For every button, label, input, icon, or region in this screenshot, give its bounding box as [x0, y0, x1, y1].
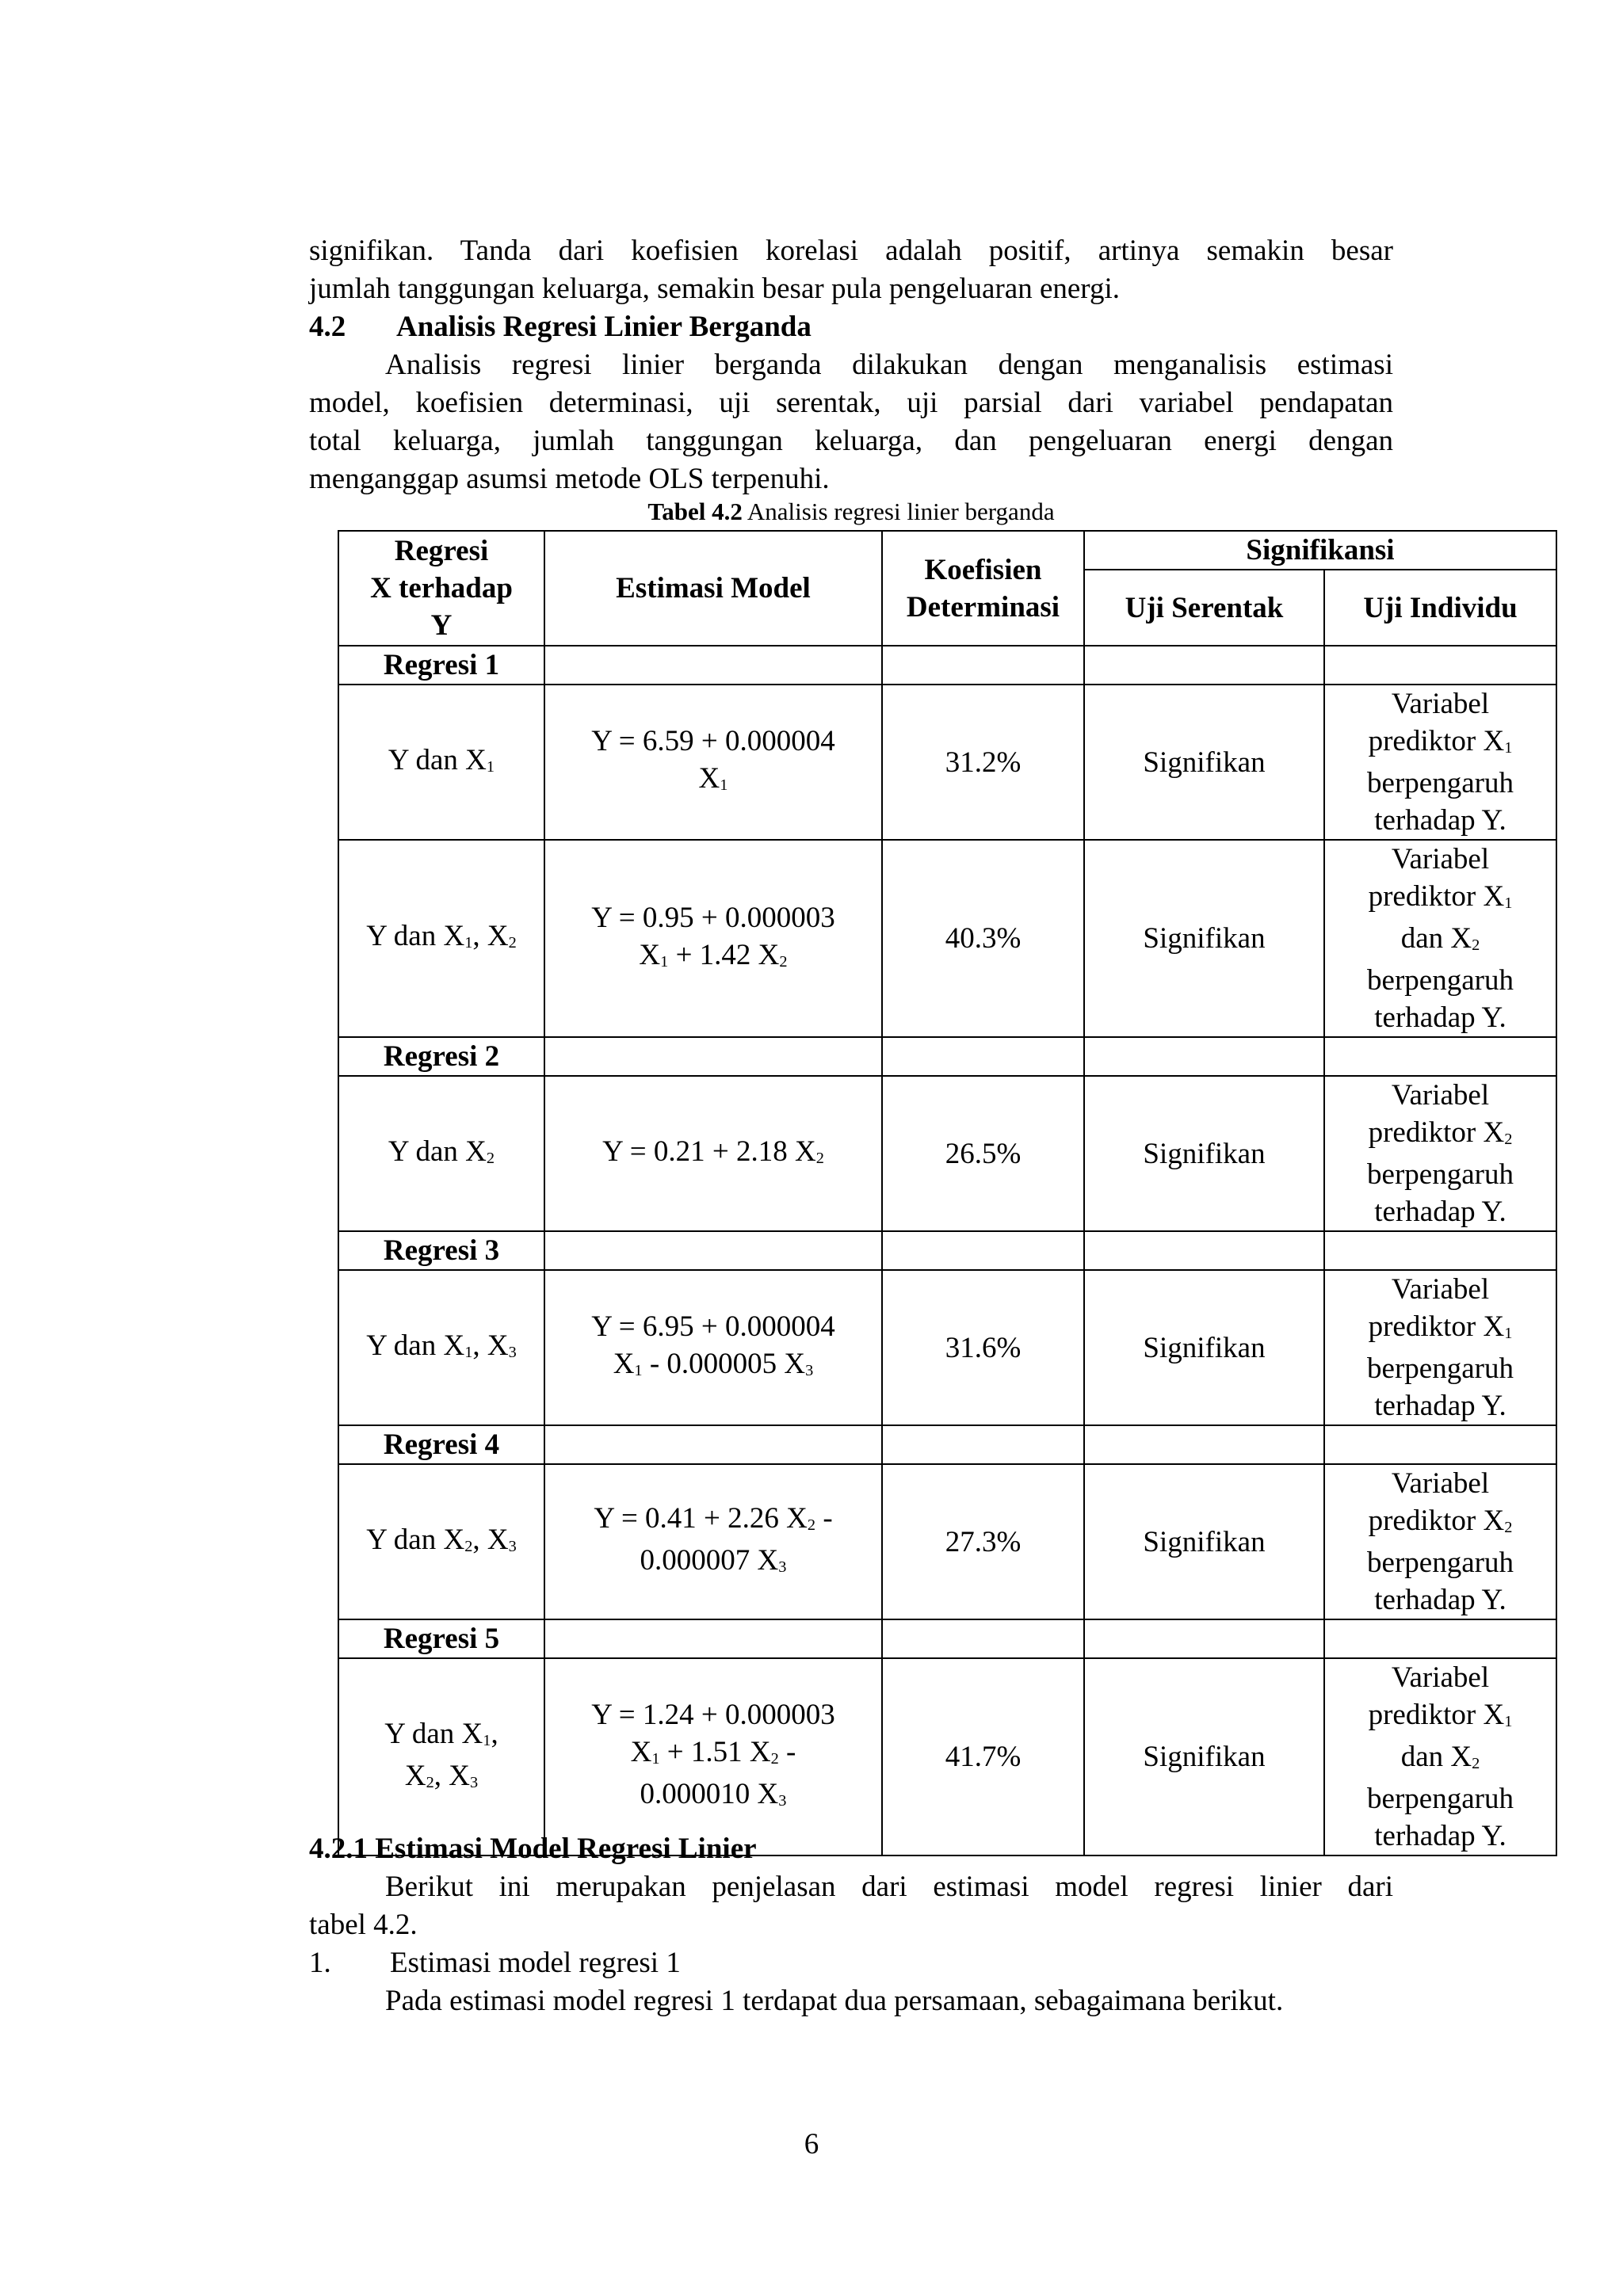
table-row [338, 1658, 1556, 1855]
header-uji-individu: Uji Individu [1324, 570, 1556, 646]
page-number: 6 [804, 2128, 819, 2161]
table-row [338, 1464, 1556, 1619]
cell-model: Y = 0.41 + 2.26 $X_2$ - 0.000007 $X_3$ [544, 1464, 882, 1619]
cell-xy: Y dan $X_1$ [338, 685, 544, 840]
subsection-para-line-2: tabel 4.2. [309, 1909, 418, 1941]
cell-individu: Variabel prediktor $X_1$ dan $X_2$ berpengaruh terhadap Y. [1324, 840, 1556, 1037]
cell-model: Y = 6.59 + 0.000004 $X_1$ [544, 685, 882, 840]
cell-koefisien: 31.6% [882, 1270, 1084, 1425]
cell-xy: Y dan $X_1$, $X_3$ [338, 1270, 544, 1425]
list-number: 1. [309, 1947, 331, 1979]
cell-koefisien: 27.3% [882, 1464, 1084, 1619]
header-row-1 [338, 531, 1556, 570]
header-uji-serentak: Uji Serentak [1084, 570, 1324, 646]
list-paragraph: Pada estimasi model regresi 1 terdapat dua persamaan, sebagaimana berikut. [385, 1985, 1284, 2017]
table-row [338, 840, 1556, 1037]
regression-table [338, 530, 1557, 1856]
group-label: Regresi 2 [338, 1037, 544, 1076]
cell-koefisien: 31.2% [882, 685, 1084, 840]
cell-individu: Variabel prediktor $X_2$ berpengaruh terhadap Y. [1324, 1464, 1556, 1619]
cell-individu: Variabel prediktor $X_1$ dan $X_2$ berpengaruh terhadap Y. [1324, 1658, 1556, 1855]
cell-individu: Variabel prediktor $X_2$ berpengaruh terhadap Y. [1324, 1076, 1556, 1231]
header-estimasi-model: Estimasi Model [544, 531, 882, 646]
cell-xy: Y dan $X_2$ [338, 1076, 544, 1231]
group-label: Regresi 4 [338, 1425, 544, 1464]
cell-serentak: Signifikan [1084, 1076, 1324, 1231]
header-signifikansi: Signifikansi [1084, 531, 1556, 570]
cell-koefisien: 40.3% [882, 840, 1084, 1037]
table-caption-label: Tabel 4.2 [647, 498, 743, 525]
cell-model: Y = 0.21 + 2.18 $X_2$ [544, 1076, 882, 1231]
group-row [338, 646, 1556, 685]
section-para-line-3: total keluarga, jumlah tanggungan keluarga, dan pengeluaran energi dengan [309, 425, 1393, 457]
intro-line-1: signifikan. Tanda dari koefisien korelasi adalah positif, artinya semakin besar [309, 235, 1393, 267]
table-row [338, 685, 1556, 840]
subsection-number: 4.2.1 [309, 1833, 368, 1865]
group-row [338, 1619, 1556, 1658]
subsection-title: Estimasi Model Regresi Linier [375, 1833, 757, 1865]
cell-model: Y = 1.24 + 0.000003 $X_1 + 1.51$ $X_2$ - 0.000010 $X_3$ [544, 1658, 882, 1855]
table-caption [309, 498, 1393, 526]
group-label: Regresi 1 [338, 646, 544, 685]
cell-koefisien: 41.7% [882, 1658, 1084, 1855]
section-title: Analisis Regresi Linier Berganda [396, 311, 812, 343]
cell-serentak: Signifikan [1084, 1464, 1324, 1619]
subsection-para-line-1: Berikut ini merupakan penjelasan dari estimasi model regresi linier dari [385, 1871, 1393, 1903]
group-label: Regresi 3 [338, 1231, 544, 1270]
table-row [338, 1076, 1556, 1231]
cell-model: Y = 0.95 + 0.000003 $X_1 + 1.42$ $X_2$ [544, 840, 882, 1037]
cell-serentak: Signifikan [1084, 1270, 1324, 1425]
subsection-heading [309, 1830, 1393, 1868]
group-row [338, 1425, 1556, 1464]
section-heading [309, 308, 1393, 346]
cell-individu: Variabel prediktor $X_1$ berpengaruh terhadap Y. [1324, 685, 1556, 840]
group-row [338, 1037, 1556, 1076]
table-caption-text: Analisis regresi linier berganda [747, 498, 1055, 525]
list-item [309, 1944, 1393, 1982]
group-label: Regresi 5 [338, 1619, 544, 1658]
header-regresi: Regresi X terhadap Y [338, 531, 544, 646]
cell-serentak: Signifikan [1084, 840, 1324, 1037]
cell-xy: Y dan $X_2$, $X_3$ [338, 1464, 544, 1619]
cell-xy: Y dan $X_1$, $X_2$, $X_3$ [338, 1658, 544, 1855]
section-number: 4.2 [309, 311, 346, 343]
group-row [338, 1231, 1556, 1270]
cell-model: Y = 6.95 + 0.000004 $X_1 - 0.000005$ $X_3$ [544, 1270, 882, 1425]
list-text: Estimasi model regresi 1 [390, 1947, 681, 1979]
section-para-line-1: Analisis regresi linier berganda dilakukan dengan menganalisis estimasi [385, 349, 1393, 381]
cell-serentak: Signifikan [1084, 685, 1324, 840]
header-koefisien-determinasi: Koefisien Determinasi [882, 531, 1084, 646]
table-row [338, 1270, 1556, 1425]
cell-individu: Variabel prediktor $X_1$ berpengaruh terhadap Y. [1324, 1270, 1556, 1425]
cell-xy: Y dan $X_1$, $X_2$ [338, 840, 544, 1037]
cell-serentak: Signifikan [1084, 1658, 1324, 1855]
cell-koefisien: 26.5% [882, 1076, 1084, 1231]
section-para-line-4: menganggap asumsi metode OLS terpenuhi. [309, 463, 830, 495]
intro-line-2: jumlah tanggungan keluarga, semakin besar pula pengeluaran energi. [309, 273, 1120, 305]
section-para-line-2: model, koefisien determinasi, uji serentak, uji parsial dari variabel pendapatan [309, 387, 1393, 419]
